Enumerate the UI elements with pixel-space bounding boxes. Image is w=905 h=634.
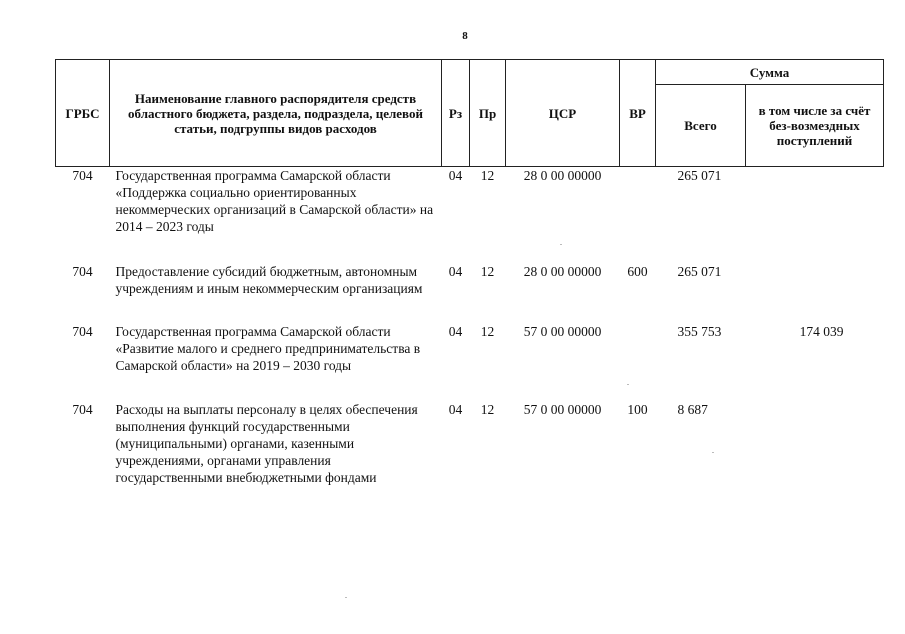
cell-pr: 12 <box>480 402 495 417</box>
cell-pr: 12 <box>480 168 495 183</box>
cell-pr: 12 <box>480 264 495 279</box>
budget-table-container <box>55 59 884 491</box>
cell-vr <box>620 323 656 401</box>
cell-rz: 04 <box>448 324 463 339</box>
cell-csr: 28 0 00 00000 <box>523 264 602 279</box>
cell-gratis: 174 039 <box>799 324 844 339</box>
cell-gratis <box>746 263 884 323</box>
cell-pr: 12 <box>480 324 495 339</box>
cell-csr: 57 0 00 00000 <box>523 324 602 339</box>
cell-gratis <box>746 401 884 491</box>
cell-total: 265 071 <box>677 264 722 279</box>
cell-total: 355 753 <box>677 324 722 339</box>
header-rz: Рз <box>442 60 470 167</box>
cell-csr: 57 0 00 00000 <box>523 402 602 417</box>
table-row <box>56 263 884 323</box>
cell-rz: 04 <box>448 168 463 183</box>
cell-name: Предоставление субсидий бюджетным, автономным учреждениям и иным некоммерческим организациям <box>115 264 423 296</box>
header-grbs: ГРБС <box>56 60 110 167</box>
cell-grbs: 704 <box>72 168 93 183</box>
table-body <box>56 167 884 492</box>
header-vr: ВР <box>620 60 656 167</box>
header-total: Всего <box>656 85 746 167</box>
cell-name: Государственная программа Самарской области «Поддержка социально ориентированных некоммерческих организаций в Самарской области» на 2014 – 2023 годы <box>115 168 434 234</box>
header-pr: Пр <box>470 60 506 167</box>
cell-rz: 04 <box>448 402 463 417</box>
table-row <box>56 401 884 491</box>
cell-gratis <box>746 167 884 264</box>
scan-speck <box>560 244 562 245</box>
scan-speck <box>345 597 347 598</box>
cell-name: Расходы на выплаты персоналу в целях обеспечения выполнения функций государственными (муниципальными) органами, казенными учреждениями, органами управления государственными внебюджетными фондами <box>115 402 418 485</box>
header-sum: Сумма <box>656 60 884 85</box>
cell-rz: 04 <box>448 264 463 279</box>
budget-table <box>55 59 884 491</box>
table-header <box>56 60 884 167</box>
cell-total: 265 071 <box>677 168 722 183</box>
cell-vr <box>620 167 656 264</box>
header-gratis: в том числе за счёт без-возмездных поступлений <box>746 85 884 167</box>
header-name: Наименование главного распорядителя средств областного бюджета, раздела, подраздела, целевой статьи, подгруппы видов расходов <box>110 60 442 167</box>
scan-speck <box>712 452 714 453</box>
page-number: 8 <box>462 30 468 42</box>
table-row <box>56 323 884 401</box>
cell-total: 8 687 <box>677 402 708 417</box>
cell-grbs: 704 <box>72 324 93 339</box>
cell-vr: 600 <box>627 264 648 279</box>
cell-grbs: 704 <box>72 402 93 417</box>
cell-csr: 28 0 00 00000 <box>523 168 602 183</box>
table-row <box>56 167 884 264</box>
cell-grbs: 704 <box>72 264 93 279</box>
header-csr: ЦСР <box>506 60 620 167</box>
cell-vr: 100 <box>627 402 648 417</box>
cell-name: Государственная программа Самарской области «Развитие малого и среднего предпринимательства в Самарской области» на 2019 – 2030 годы <box>115 324 421 373</box>
scan-speck <box>627 384 629 385</box>
